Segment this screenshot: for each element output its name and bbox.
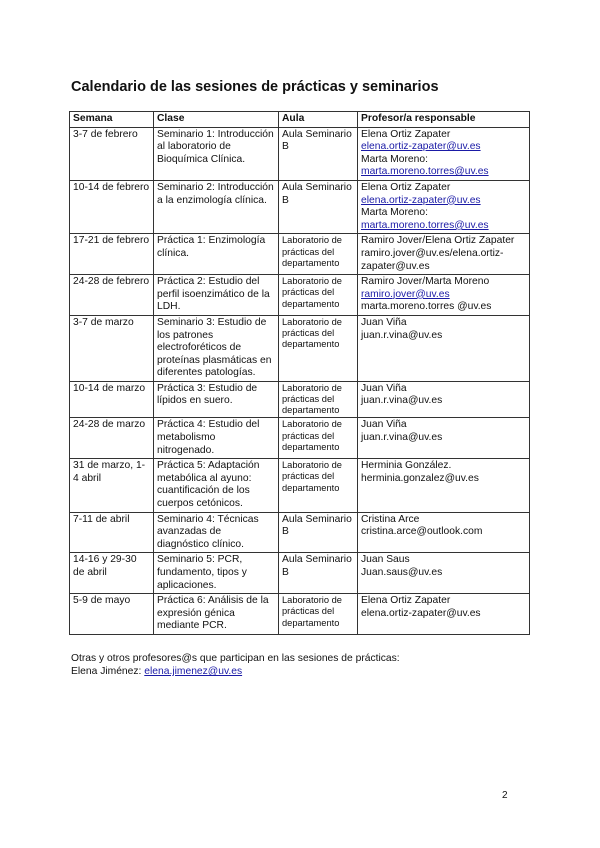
profesor-line: juan.r.vina@uv.es [361, 329, 443, 341]
table-row [70, 553, 530, 594]
table-row [70, 418, 530, 459]
cell-profesor [358, 315, 530, 381]
profesor-line: elena.ortiz-zapater@uv.es [361, 607, 481, 619]
profesor-line: Elena Ortiz Zapater [361, 181, 451, 193]
cell-aula: Aula Seminario B [279, 512, 358, 553]
table-row [70, 275, 530, 316]
email-link[interactable]: marta.moreno.torres@uv.es [361, 166, 489, 178]
profesor-line: Juan Viña [361, 419, 407, 431]
notes-email-link[interactable]: elena.jimenez@uv.es [144, 666, 243, 677]
cell-aula: Aula Seminario B [279, 553, 358, 594]
profesor-line: cristina.arce@outlook.com [361, 526, 483, 538]
cell-semana: 3-7 de marzo [70, 315, 154, 381]
profesor-line: ramiro.jover@uv.es/elena.ortiz-zapater@uv.es [361, 247, 504, 272]
profesor-line: Juan Viña [361, 382, 407, 394]
table-row [70, 127, 530, 180]
cell-profesor [358, 234, 530, 275]
cell-aula: Laboratorio de prácticas del departamento [279, 418, 358, 459]
table-row [70, 315, 530, 381]
profesor-line: Marta Moreno: [361, 207, 428, 219]
notes [71, 652, 400, 678]
table-header-row [70, 112, 530, 128]
profesor-line: herminia.gonzalez@uv.es [361, 472, 479, 484]
table-row [70, 180, 530, 233]
table-row [70, 512, 530, 553]
cell-clase: Seminario 2: Introducción a la enzimología clínica. [154, 180, 279, 233]
cell-aula: Aula Seminario B [279, 180, 358, 233]
table-row [70, 459, 530, 512]
cell-profesor [358, 381, 530, 418]
cell-clase: Seminario 4: Técnicas avanzadas de diagnóstico clínico. [154, 512, 279, 553]
cell-aula: Aula Seminario B [279, 127, 358, 180]
email-link[interactable]: marta.moreno.torres@uv.es [361, 219, 489, 231]
cell-aula: Laboratorio de prácticas del departamento [279, 381, 358, 418]
cell-profesor [358, 594, 530, 635]
table-row [70, 594, 530, 635]
cell-semana: 10-14 de febrero [70, 180, 154, 233]
profesor-line: Juan Saus [361, 554, 410, 566]
cell-semana: 3-7 de febrero [70, 127, 154, 180]
cell-semana: 5-9 de mayo [70, 594, 154, 635]
cell-profesor [358, 180, 530, 233]
profesor-line: Ramiro Jover/Marta Moreno [361, 276, 490, 288]
schedule-body [70, 127, 530, 634]
email-link[interactable]: ramiro.jover@uv.es [361, 288, 450, 300]
cell-profesor [358, 275, 530, 316]
header-semana: Semana [70, 112, 154, 128]
cell-semana: 17-21 de febrero [70, 234, 154, 275]
profesor-line: Cristina Arce [361, 513, 420, 525]
cell-profesor [358, 512, 530, 553]
profesor-line: Herminia González. [361, 460, 452, 472]
table-row [70, 381, 530, 418]
cell-semana: 24-28 de febrero [70, 275, 154, 316]
cell-aula: Laboratorio de prácticas del departamento [279, 594, 358, 635]
cell-clase: Seminario 5: PCR, fundamento, tipos y aplicaciones. [154, 553, 279, 594]
header-aula: Aula [279, 112, 358, 128]
cell-clase: Práctica 1: Enzimología clínica. [154, 234, 279, 275]
header-clase: Clase [154, 112, 279, 128]
email-link[interactable]: elena.ortiz-zapater@uv.es [361, 194, 481, 206]
cell-clase: Práctica 5: Adaptación metabólica al ayuno: cuantificación de los cuerpos cetónicos. [154, 459, 279, 512]
table-row [70, 234, 530, 275]
schedule-table [69, 111, 530, 635]
cell-semana: 10-14 de marzo [70, 381, 154, 418]
page-title: Calendario de las sesiones de prácticas y seminarios [71, 79, 439, 95]
cell-clase: Seminario 1: Introducción al laboratorio de Bioquímica Clínica. [154, 127, 279, 180]
cell-aula: Laboratorio de prácticas del departamento [279, 459, 358, 512]
notes-line2 [71, 665, 400, 678]
profesor-line: Juan.saus@uv.es [361, 567, 443, 579]
cell-clase: Práctica 6: Análisis de la expresión génica mediante PCR. [154, 594, 279, 635]
cell-profesor [358, 553, 530, 594]
cell-profesor [358, 418, 530, 459]
cell-aula: Laboratorio de prácticas del departamento [279, 234, 358, 275]
cell-clase: Seminario 3: Estudio de los patrones electroforéticos de proteínas plasmáticas en diferentes patologías. [154, 315, 279, 381]
cell-aula: Laboratorio de prácticas del departamento [279, 275, 358, 316]
cell-clase: Práctica 2: Estudio del perfil isoenzimático de la LDH. [154, 275, 279, 316]
profesor-line: Elena Ortiz Zapater [361, 595, 451, 607]
cell-clase: Práctica 4: Estudio del metabolismo nitrogenado. [154, 418, 279, 459]
cell-profesor [358, 127, 530, 180]
notes-name: Elena Jiménez: [71, 666, 145, 677]
cell-semana: 14-16 y 29-30 de abril [70, 553, 154, 594]
email-link[interactable]: elena.ortiz-zapater@uv.es [361, 141, 481, 153]
profesor-line: marta.moreno.torres @uv.es [361, 301, 492, 313]
cell-semana: 24-28 de marzo [70, 418, 154, 459]
profesor-line: juan.r.vina@uv.es [361, 432, 443, 444]
cell-semana: 31 de marzo, 1-4 abril [70, 459, 154, 512]
profesor-line: Elena Ortiz Zapater [361, 128, 451, 140]
cell-aula: Laboratorio de prácticas del departamento [279, 315, 358, 381]
notes-line1: Otras y otros profesores@s que participan en las sesiones de prácticas: [71, 653, 400, 664]
profesor-line: Marta Moreno: [361, 153, 428, 165]
profesor-line: juan.r.vina@uv.es [361, 395, 443, 407]
cell-profesor [358, 459, 530, 512]
cell-clase: Práctica 3: Estudio de lípidos en suero. [154, 381, 279, 418]
page-number: 2 [502, 790, 508, 801]
profesor-line: Ramiro Jover/Elena Ortiz Zapater [361, 235, 515, 247]
cell-semana: 7-11 de abril [70, 512, 154, 553]
header-profesor: Profesor/a responsable [358, 112, 530, 128]
profesor-line: Juan Viña [361, 316, 407, 328]
